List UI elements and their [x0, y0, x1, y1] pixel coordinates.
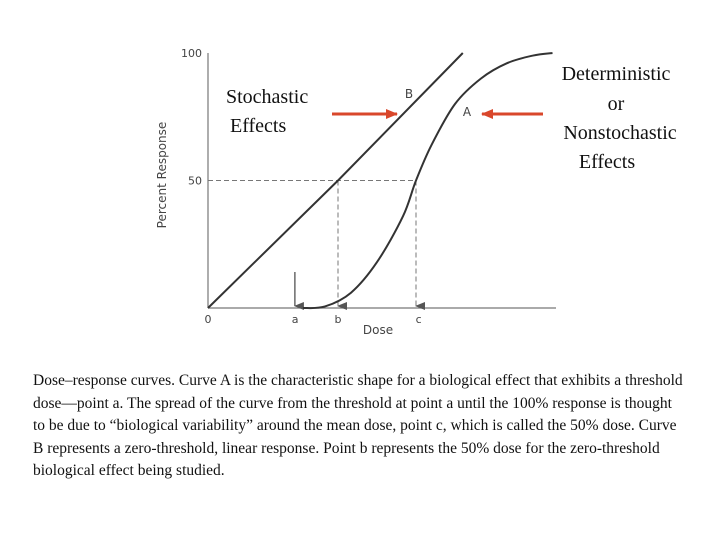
- x-point-label-c: c: [415, 313, 422, 326]
- figure-caption: Dose–response curves. Curve A is the characteristic shape for a biological effect that exhibits a threshold dose—point a. The spread of the curve from the threshold at point a until the 100% response is thought to be due to “biological variability” around the mean dose, point c, which is called the 50% dose. Curve B represents a zero-threshold, linear response. Point b represents the 50% dose for the zero-threshold biological effect being studied.: [33, 372, 683, 479]
- y-tick-label-0: 0: [204, 313, 212, 326]
- annotations: [226, 63, 677, 173]
- annotation-stochastic-line-1: Stochastic: [226, 86, 309, 108]
- tick-labels: [155, 47, 472, 337]
- y-axis-title: Percent Response: [155, 121, 169, 229]
- reference-lines: [208, 181, 416, 307]
- annotation-deterministic-line-4: Effects: [578, 151, 636, 173]
- annotation-deterministic-line-2: or: [607, 93, 625, 115]
- x-axis-title: Dose: [362, 323, 394, 337]
- x-point-label-b: b: [334, 313, 342, 326]
- annotation-deterministic-line-1: Deterministic: [561, 63, 671, 85]
- x-point-label-a: a: [291, 313, 299, 326]
- annotation-stochastic-line-2: Effects: [230, 115, 287, 137]
- curve-label-A: A: [462, 105, 472, 119]
- annotation-deterministic-line-3: Nonstochastic: [563, 122, 677, 144]
- y-tick-label-100: 100: [181, 47, 202, 60]
- y-tick-label-50: 50: [188, 174, 202, 188]
- curve-label-B: B: [404, 87, 414, 101]
